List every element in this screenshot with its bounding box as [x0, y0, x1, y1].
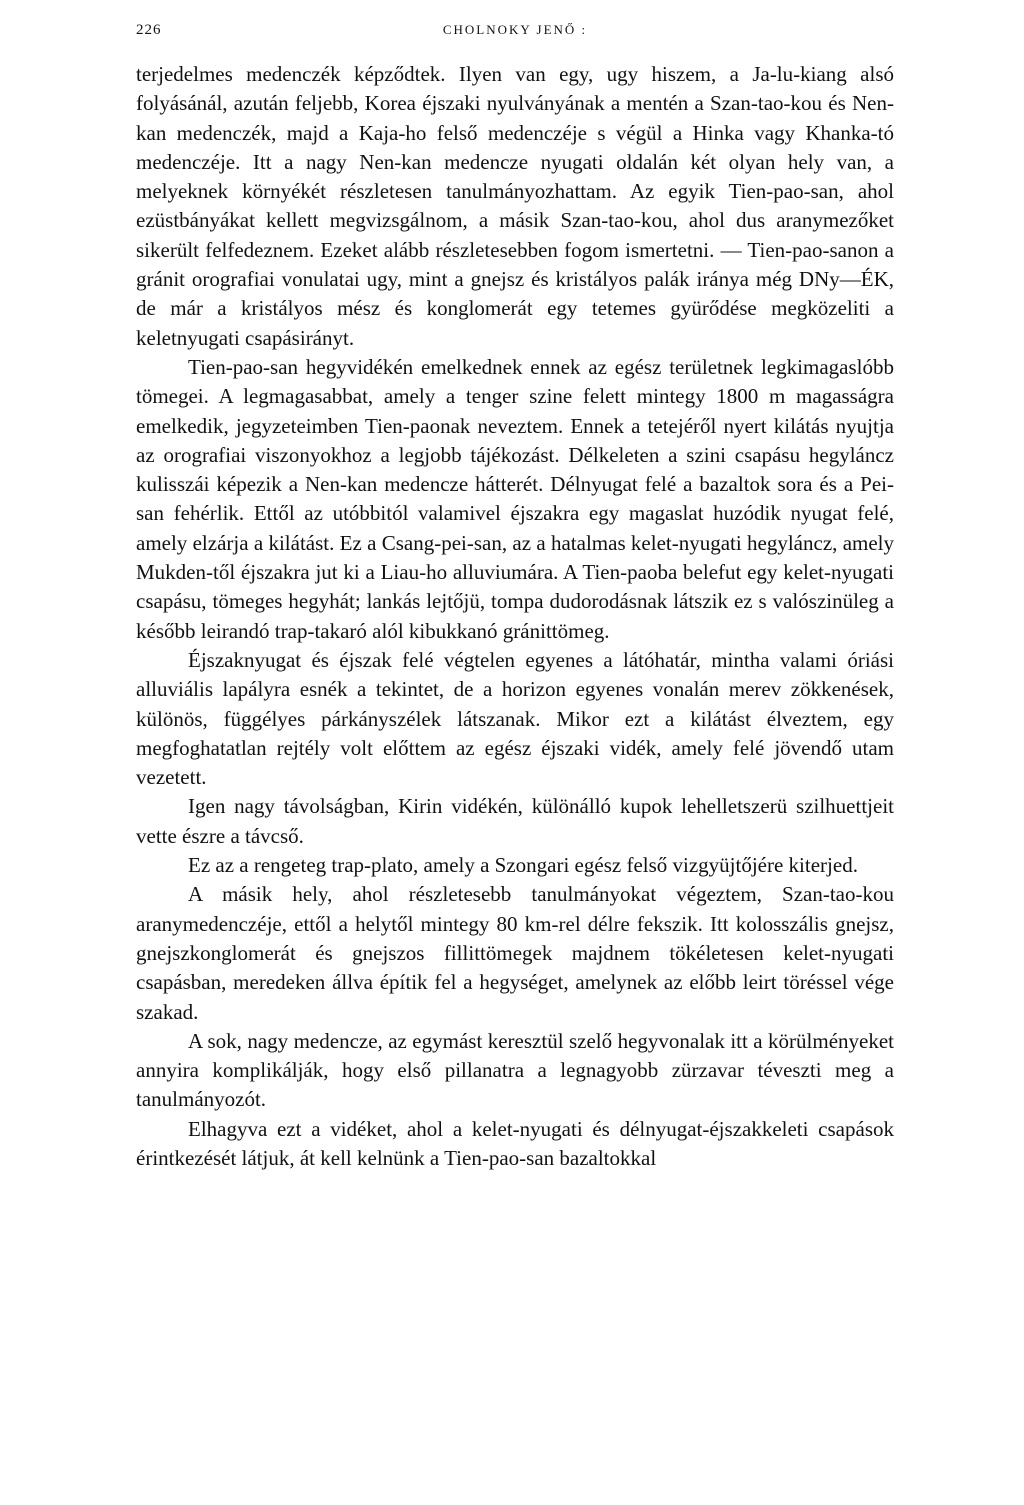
paragraph-1: terjedelmes medenczék képződtek. Ilyen van egy, ugy hiszem, a Ja-lu-kiang alsó folyásánál, azután feljebb, Korea éjszaki nyulványának a mentén a Szan-tao-kou és Nen-kan medenczék, majd a Kaja-ho felső medenczéje s végül a Hinka vagy Khanka-tó medenczéje. Itt a nagy Nen-kan medencze nyugati oldalán két olyan hely van, a melyeknek környékét részletesen tanulmányozhattam. Az egyik Tien-pao-san, ahol ezüstbányákat kellett megvizsgálnom, a másik Szan-tao-kou, ahol dus aranymezőket sikerült felfedeznem. Ezeket alább részletesebben fogom ismertetni. — Tien-pao-sanon a gránit orografiai vonulatai ugy, mint a gnejsz és kristályos palák iránya még DNy—ÉK, de már a kristályos mész és konglomerát egy tetemes gyürődése megközeliti a keletnyugati csapásirányt.: [136, 62, 894, 350]
running-title: CHOLNOKY JENŐ :: [442, 22, 588, 37]
page-number: 226: [136, 22, 162, 38]
running-head: [136, 22, 894, 44]
paragraph-8: Elhagyva ezt a vidéket, ahol a kelet-nyugati és délnyugat-éjszakkeleti csapások érintkezését látjuk, át kell kelnünk a Tien-pao-san bazaltokkal: [136, 1116, 894, 1170]
paragraph-2: Tien-pao-san hegyvidékén emelkednek ennek az egész területnek legkimagaslóbb tömegei. A legmagasabbat, amely a tenger szine felett mintegy 1800 m magasságra emelkedik, jegyzeteimben Tien-paonak neveztem. Ennek a tetejéről nyert kilátás nyujtja az orografiai viszonyokhoz a legjobb tájékozást. Délkeleten a szini csapásu hegyláncz kulisszái képezik a Nen-kan medencze hátterét. Délnyugat felé a bazaltok sora és a Pei-san fehérlik. Ettől az utóbbitól valamivel éjszakra egy magaslat huzódik nyugat felé, amely elzárja a kilátást. Ez a Csang-pei-san, az a hatalmas kelet-nyugati hegyláncz, amely Mukden-től éjszakra jut ki a Liau-ho alluviumára. A Tien-paoba belefut egy kelet-nyugati csapásu, tömeges hegyhát; lankás lejtőjü, tompa dudorodásnak látszik ez s valószinüleg a később leirandó trap-takaró alól kibukkanó gránittömeg.: [136, 354, 894, 643]
paragraph-5: Ez az a rengeteg trap-plato, amely a Szongari egész felső vizgyüjtőjére kiterjed.: [188, 853, 858, 878]
paragraph-3: Éjszaknyugat és éjszak felé végtelen egyenes a látóhatár, mintha valami óriási alluviális lapályra esnék a tekintet, de a horizon egyenes vonalán merev zökkenések, különös, függélyes párkányszélek látszanak. Mikor ezt a kilátást élveztem, egy megfoghatatlan rejtély volt előttem az egész éjszaki vidék, amely felé jövendő utam vezetett.: [136, 647, 894, 790]
body-text: [136, 60, 894, 1173]
paragraph-6: A másik hely, ahol részletesebb tanulmányokat végeztem, Szan-tao-kou aranymedenczéje, ettől a helytől mintegy 80 km-rel délre fekszik. Itt kolosszális gnejsz, gnejszkonglomerát és gnejszos fillittömegek majdnem tökéletesen kelet-nyugati csapásban, meredeken állva építik fel a hegységet, amelynek az előbb leirt töréssel vége szakad.: [136, 882, 894, 1024]
paragraph-4: Igen nagy távolságban, Kirin vidékén, különálló kupok lehelletszerü szilhuettjeit vette észre a távcső.: [136, 794, 894, 848]
paragraph-7: A sok, nagy medencze, az egymást keresztül szelő hegyvonalak itt a körülményeket annyira komplikálják, hogy első pillanatra a legnagyobb zürzavar téveszti meg a tanulmányozót.: [136, 1028, 894, 1112]
